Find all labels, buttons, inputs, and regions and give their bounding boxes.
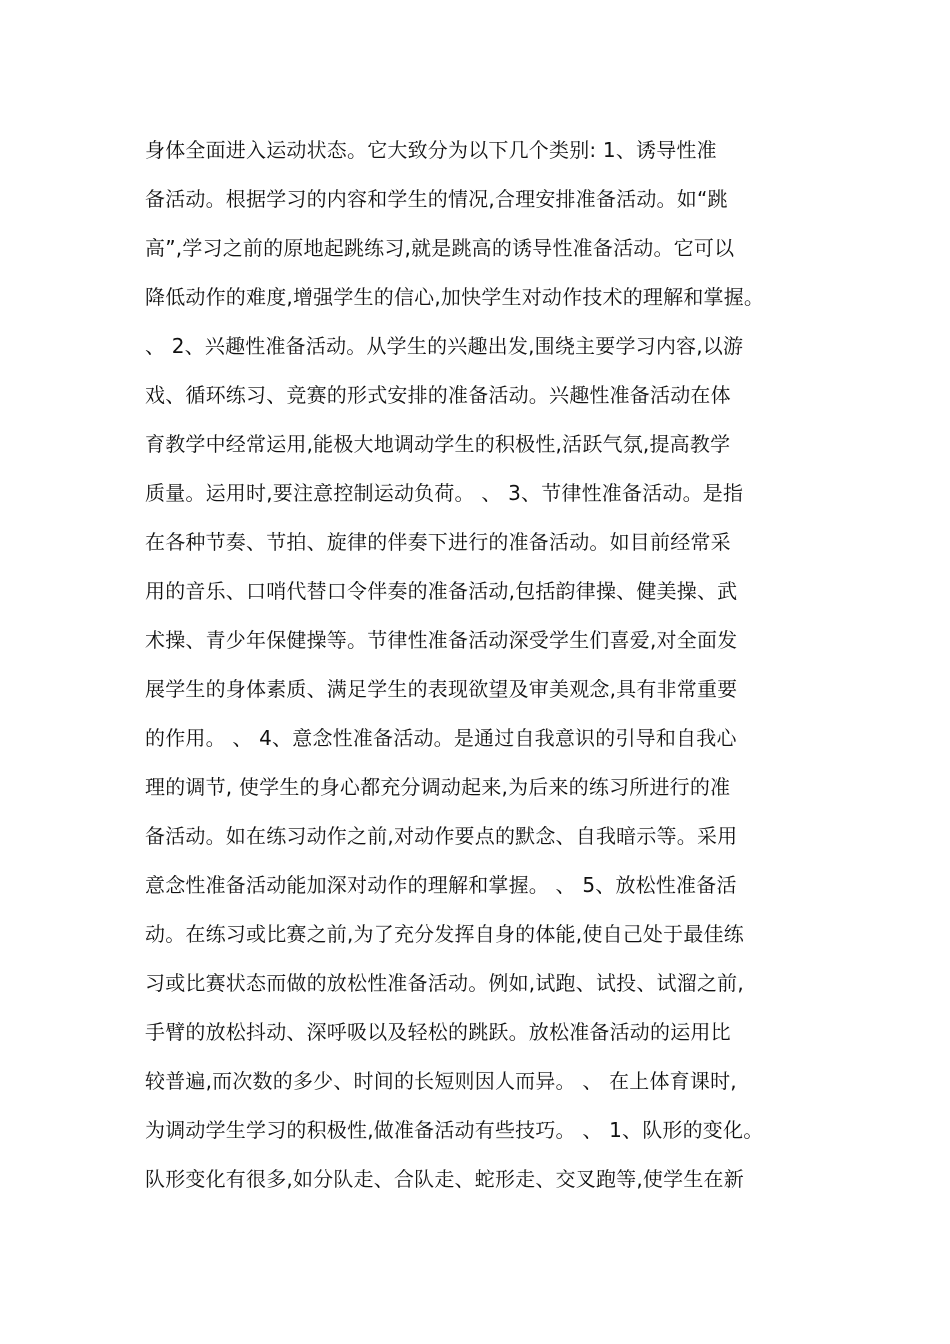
text-line: 身体全面进入运动状态。它大致分为以下几个类别: 1、诱导性准 <box>145 138 717 162</box>
text-line: 手臂的放松抖动、深呼吸以及轻松的跳跃。放松准备活动的运用比 <box>145 1020 731 1044</box>
text-line: 的作用。 、 4、意念性准备活动。是通过自我意识的引导和自我心 <box>145 726 737 750</box>
text-line: 队形变化有很多,如分队走、合队走、蛇形走、交叉跑等,使学生在新 <box>145 1167 744 1191</box>
text-line: 、 2、兴趣性准备活动。从学生的兴趣出发,围绕主要学习内容,以游 <box>145 334 744 358</box>
text-line: 为调动学生学习的积极性,做准备活动有些技巧。 、 1、队形的变化。 <box>145 1118 764 1142</box>
text-line: 习或比赛状态而做的放松性准备活动。例如,试跑、试投、试溜之前, <box>145 971 744 995</box>
text-line: 质量。运用时,要注意控制运动负荷。 、 3、节律性准备活动。是指 <box>145 481 744 505</box>
text-line: 降低动作的难度,增强学生的信心,加快学生对动作技术的理解和掌握。 <box>145 285 765 309</box>
text-line: 在各种节奏、节拍、旋律的伴奏下进行的准备活动。如目前经常采 <box>145 530 731 554</box>
text-line: 意念性准备活动能加深对动作的理解和掌握。 、 5、放松性准备活 <box>145 873 737 897</box>
text-line: 备活动。如在练习动作之前,对动作要点的默念、自我暗示等。采用 <box>145 824 738 848</box>
text-line: 理的调节, 使学生的身心都充分调动起来,为后来的练习所进行的准 <box>145 775 731 799</box>
text-line: 术操、青少年保健操等。节律性准备活动深受学生们喜爱,对全面发 <box>145 628 738 652</box>
text-line: 用的音乐、口哨代替口令伴奏的准备活动,包括韵律操、健美操、武 <box>145 579 738 603</box>
text-line: 备活动。根据学习的内容和学生的情况,合理安排准备活动。如“跳 <box>145 187 728 211</box>
text-line: 育教学中经常运用,能极大地调动学生的积极性,活跃气氛,提高教学 <box>145 432 731 456</box>
text-line: 展学生的身体素质、满足学生的表现欲望及审美观念,具有非常重要 <box>145 677 738 701</box>
text-line: 动。在练习或比赛之前,为了充分发挥自身的体能,使自己处于最佳练 <box>145 922 744 946</box>
text-line: 戏、循环练习、竞赛的形式安排的准备活动。兴趣性准备活动在体 <box>145 383 731 407</box>
text-line: 较普遍,而次数的多少、时间的长短则因人而异。 、 在上体育课时, <box>145 1069 737 1093</box>
text-line: 高”,学习之前的原地起跳练习,就是跳高的诱导性准备活动。它可以 <box>145 236 735 260</box>
